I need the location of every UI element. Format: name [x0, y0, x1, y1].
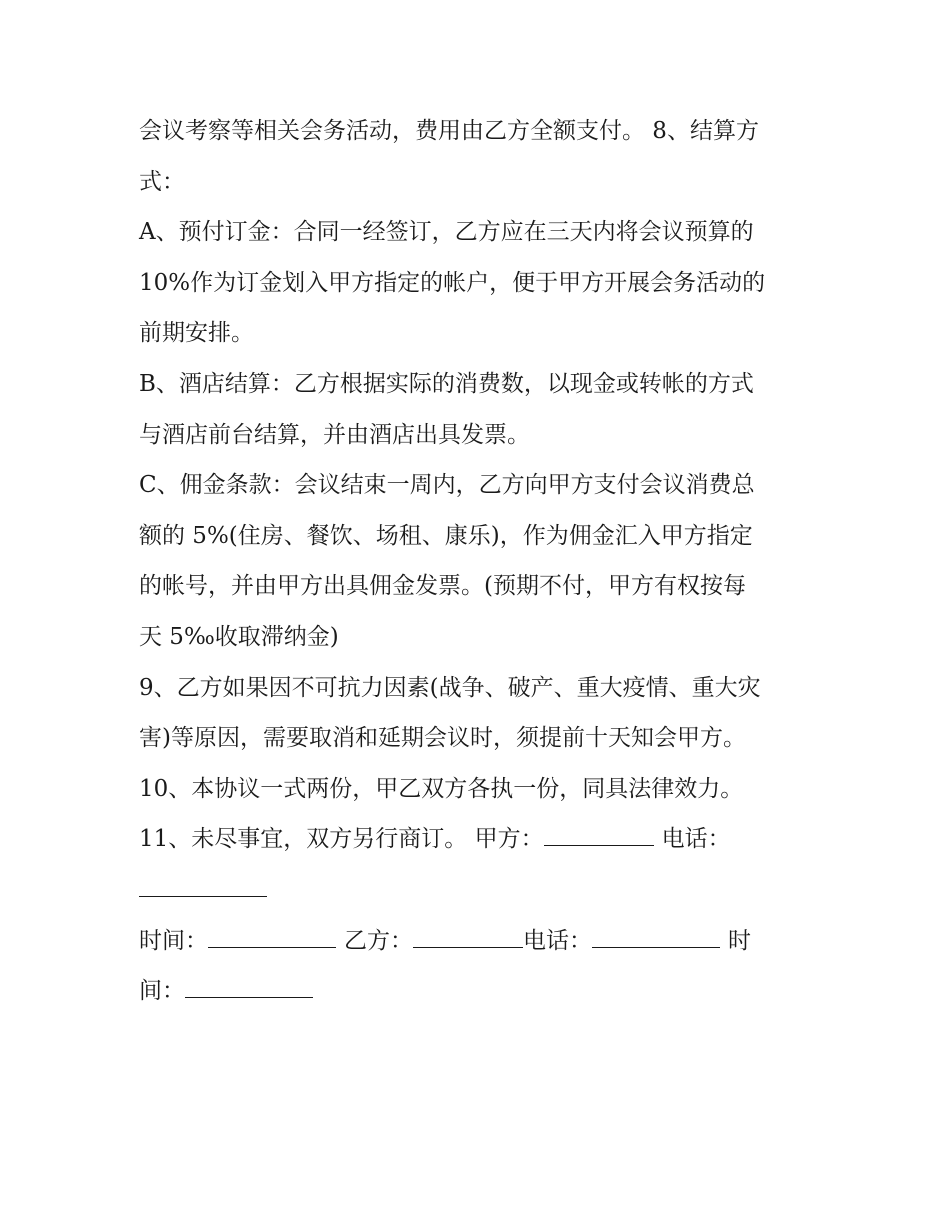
text-line: 9、乙方如果因不可抗力因素(战争、破产、重大疫情、重大灾 — [139, 674, 761, 701]
phone-a-blank[interactable] — [139, 895, 267, 897]
party-a-blank[interactable] — [544, 844, 654, 846]
text-line: B、酒店结算：乙方根据实际的消费数，以现金或转帐的方式 — [139, 370, 754, 397]
text-line: C、佣金条款：会议结束一周内，乙方向甲方支付会议消费总 — [139, 472, 755, 499]
text-line: 式： — [139, 168, 185, 195]
text-line: 天 5‰收取滞纳金) — [139, 623, 339, 650]
time-label-a: 时间： — [139, 927, 208, 954]
text-line: A、预付订金：合同一经签订，乙方应在三天内将会议预算的 — [139, 219, 754, 246]
time-a-blank[interactable] — [208, 946, 336, 948]
signature-line-3 — [139, 916, 819, 967]
phone-label-a: 电话： — [661, 826, 731, 853]
phone-b-blank[interactable] — [592, 946, 720, 948]
text-line: 会议考察等相关会务活动，费用由乙方全额支付。 8、结算方 — [139, 118, 759, 144]
signature-line-1 — [139, 814, 819, 865]
phone-label-b: 电话： — [523, 927, 592, 954]
text-line: 与酒店前台结算，并由酒店出具发票。 — [139, 421, 530, 448]
text-line: 害)等原因，需要取消和延期会议时，须提前十天知会甲方。 — [139, 725, 746, 752]
text-line: 10%作为订金划入甲方指定的帐户，便于甲方开展会务活动的 — [139, 269, 766, 296]
party-a-label: 11、未尽事宜，双方另行商订。 甲方： — [139, 826, 544, 853]
text-line: 10、本协议一式两份，甲乙双方各执一份，同具法律效力。 — [139, 775, 744, 802]
signature-line-2 — [139, 865, 819, 916]
party-b-blank[interactable] — [413, 946, 523, 948]
time-label-b-part1: 时 — [728, 927, 751, 954]
document-body — [139, 106, 819, 1017]
text-line: 的帐号，并由甲方出具佣金发票。(预期不付，甲方有权按每 — [139, 573, 746, 600]
time-b-blank[interactable] — [185, 996, 313, 998]
signature-line-4 — [139, 966, 819, 1017]
time-label-b-part2: 间： — [139, 978, 185, 1005]
text-line: 前期安排。 — [139, 320, 254, 347]
text-line: 额的 5%(住房、餐饮、场租、康乐)，作为佣金汇入甲方指定 — [139, 522, 753, 549]
party-b-label: 乙方： — [344, 927, 413, 954]
